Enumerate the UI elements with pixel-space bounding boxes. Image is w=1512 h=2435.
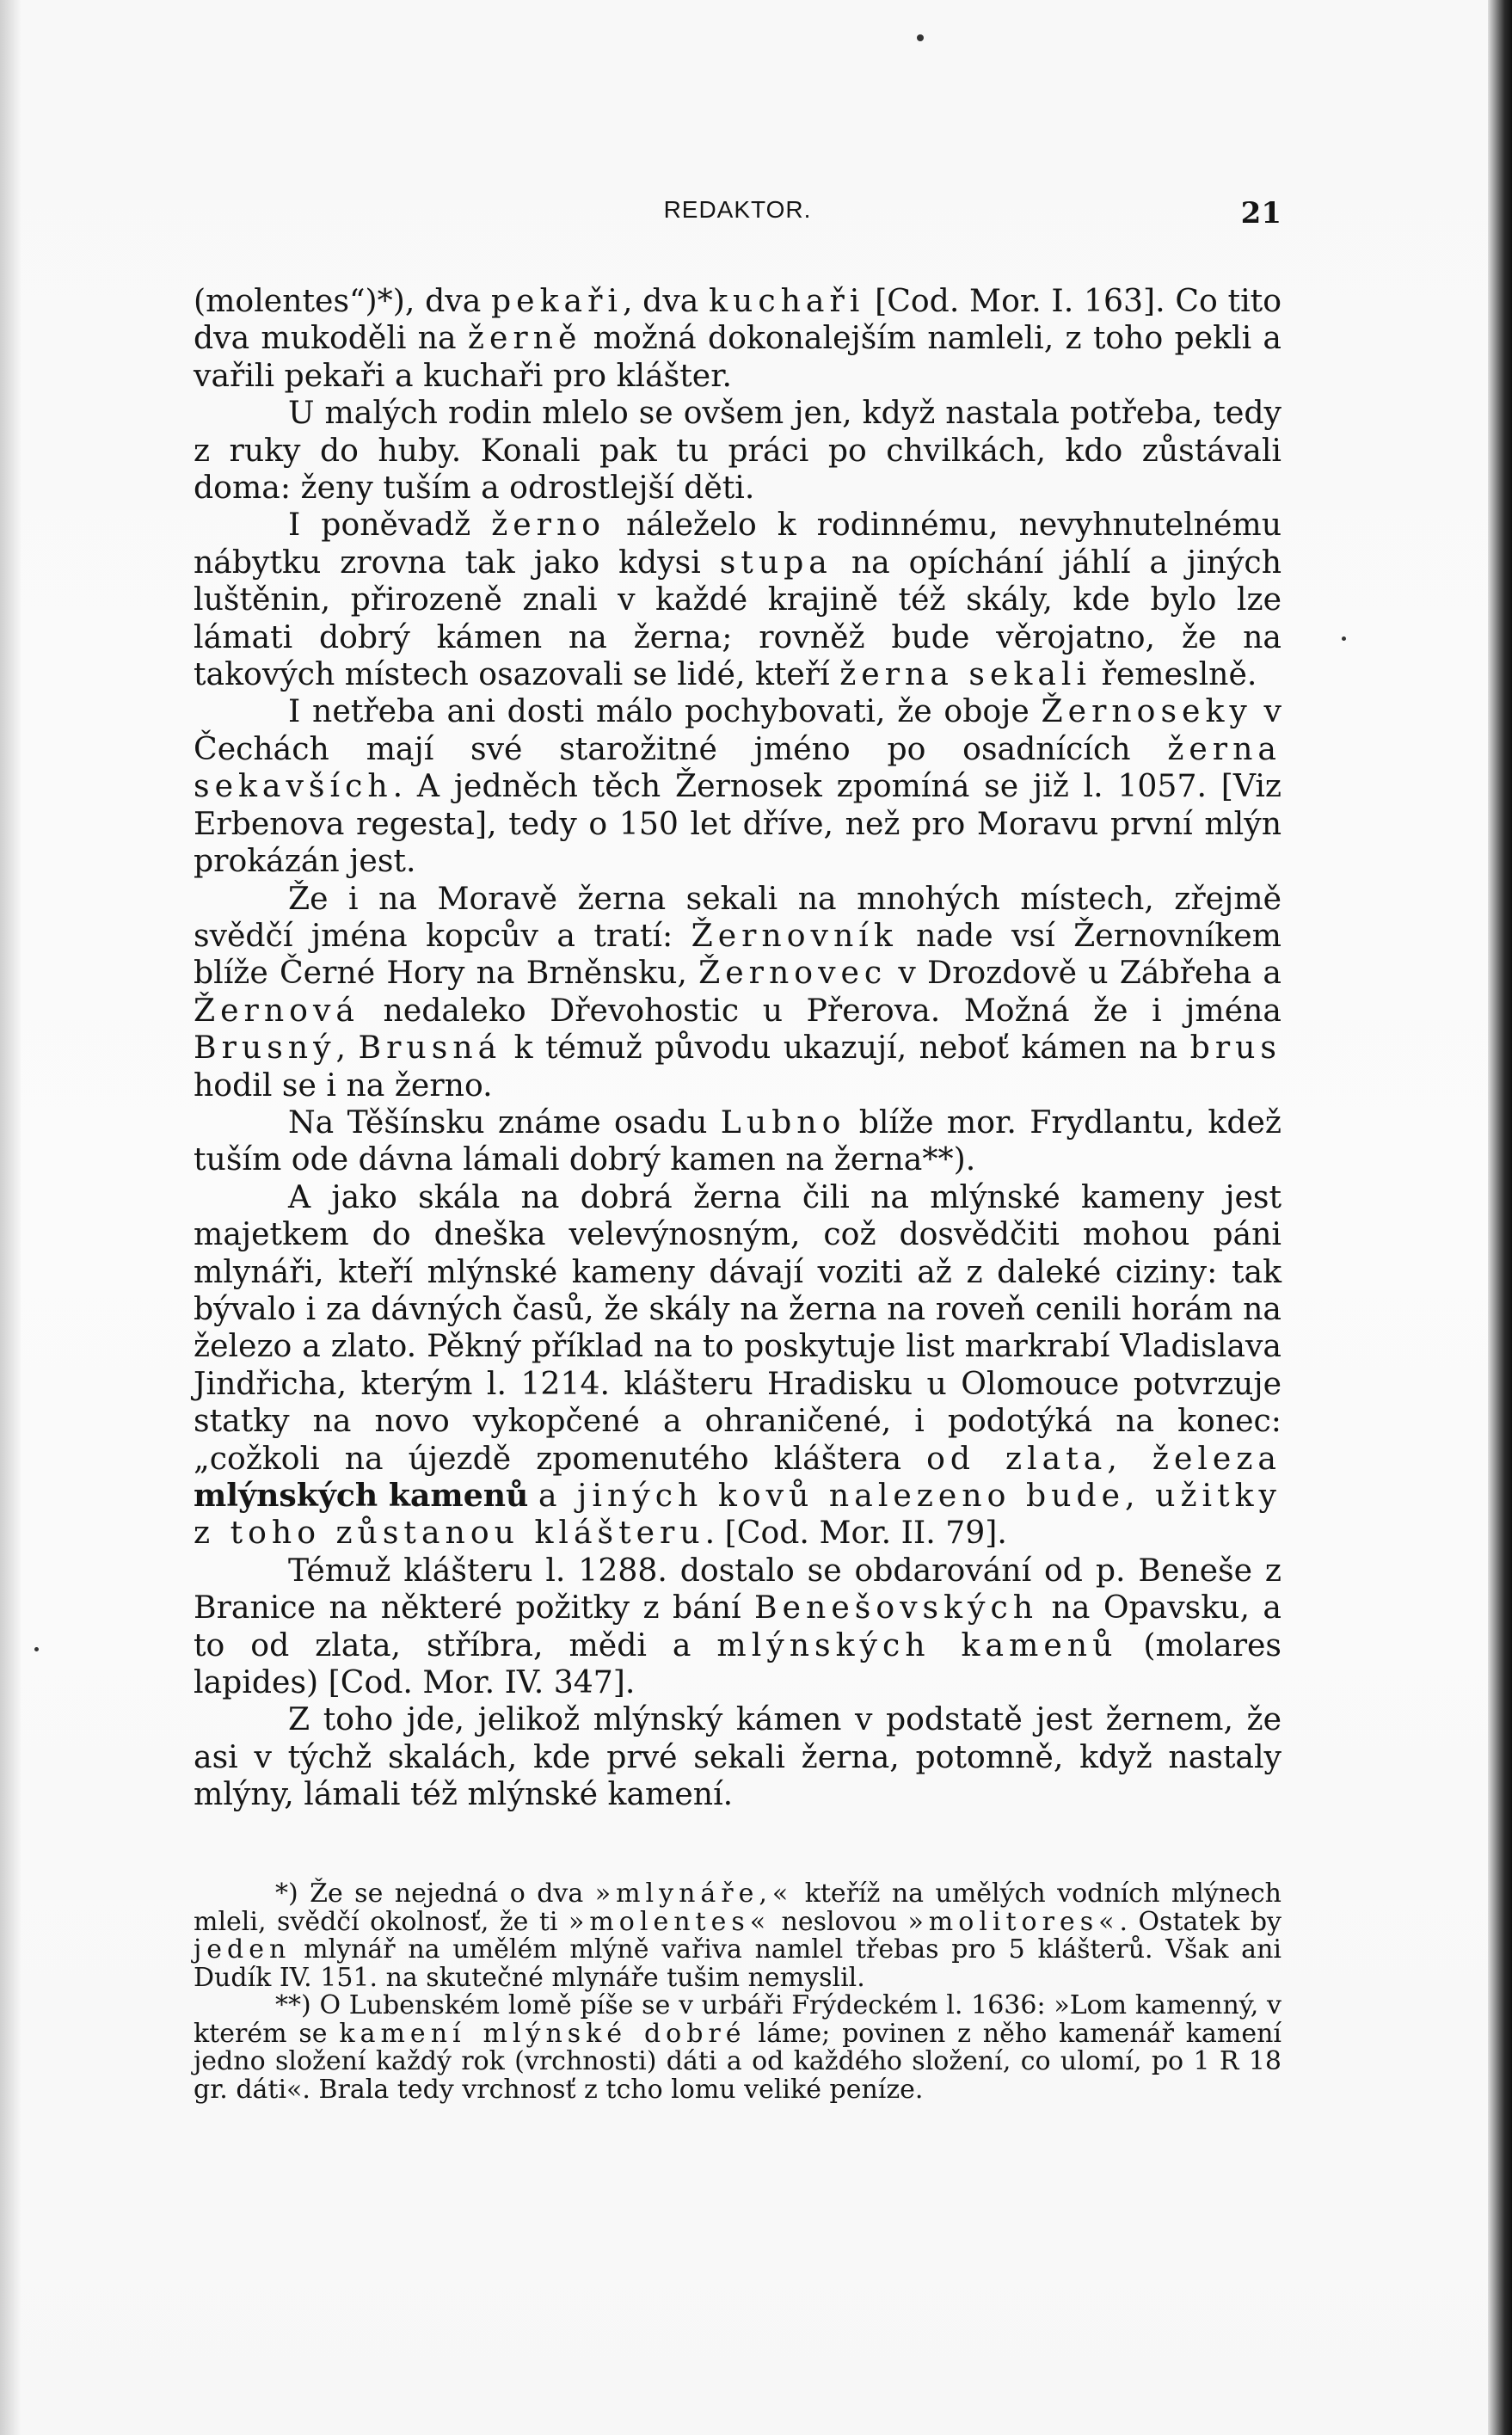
paragraph: Z toho jde, jelikož mlýnský kámen v podstatě jest žernem, že asi v týchž skalách, kde prvé sekali žerna, potomně, když nastaly mlýny, lámali též mlýnské kamení. [194, 1700, 1282, 1813]
ink-speck [1342, 636, 1346, 641]
paragraph: Témuž klášteru l. 1288. dostalo se obdarování od p. Beneše z Branice na některé požitky z bání Benešovských na Opavsku, a to od zlata, stříbra, mědi a mlýnských kamenů (molares lapides) [Cod. Mor. IV. 347]. [194, 1551, 1282, 1701]
running-head: REDAKTOR. [663, 196, 812, 223]
paragraph: A jako skála na dobrá žerna čili na mlýnské kameny jest majetkem do dneška velevýnosným, což dosvědčiti mohou páni mlynáři, kteří mlýnské kameny dávají voziti až z daleké ciziny: tak bývalo i za dávných časů, že skály na žerna na roveň cenili horám na železo a zlato. Pěkný příklad na to poskytuje list markrabí Vladislava Jindřicha, kterým l. 1214. klášteru Hradisku u Olomouce potvrzuje statky na novo vykopčené a ohraničené, i podotýká na konec: „cožkoli na újezdě zpomenutého kláštera od zlata, železa mlýnských kamenů a jiných kovů nalezeno bude, užitky z toho zůstanou klášteru. [Cod. Mor. II. 79]. [194, 1178, 1282, 1552]
page-number: 21 [1240, 196, 1282, 231]
paragraph: I netřeba ani dosti málo pochybovati, že oboje Žernoseky v Čechách mají své starožitné jméno po osadnících žerna sekavších. A jedněch těch Žernosek zpomíná se již l. 1057. [Viz Erbenova regesta], tedy o 150 let dříve, než pro Moravu první mlýn prokázán jest. [194, 692, 1282, 880]
paragraph: I poněvadž žerno náleželo k rodinnému, nevyhnutelnému nábytku zrovna tak jako kdysi stupa na opíchání jáhlí a jiných luštěnin, přirozeně znali v každé krajině též skály, kde bylo lze lámati dobrý kámen na žerna; rovněž bude věrojatno, že na takových místech osazovali se lidé, kteří žerna sekali řemeslně. [194, 506, 1282, 693]
paragraph: Že i na Moravě žerna sekali na mnohých místech, zřejmě svědčí jména kopcův a tratí: Žernovník nade vsí Žernovníkem blíže Černé Hory na Brněnsku, Žernovec v Drozdově u Zábřeha a Žernová nedaleko Dřevohostic u Přerova. Možná že i jména Brusný, Brusná k témuž původu ukazují, neboť kámen na brus hodil se i na žerno. [194, 879, 1282, 1104]
page-edge [0, 0, 21, 2435]
page-header [194, 196, 1282, 239]
book-spine-shadow [1488, 0, 1512, 2435]
main-text [194, 282, 1282, 1813]
paragraph: (molentes“)*), dva pekaři, dva kuchaři [Cod. Mor. I. 163]. Co tito dva mukoděli na žerně možná dokonalejším namleli, z toho pekli a vařili pekaři a kuchaři pro klášter. [194, 282, 1282, 394]
ink-speck [34, 1647, 39, 1651]
ink-speck [917, 34, 924, 41]
footnote: **) O Lubenském lomě píše se v urbáři Frýdeckém l. 1636: »Lom kamenný, v kterém se kamení mlýnské dobré láme; povinen z něho kamenář kamení jedno složení každý rok (vrchnosti) dáti a od každého složení, co ulomí, po 1 R 18 gr. dáti«. Brala tedy vrchnosť z tcho lomu veliké peníze. [194, 1990, 1282, 2105]
footnotes [194, 1880, 1282, 2104]
paragraph: U malých rodin mlelo se ovšem jen, když nastala potřeba, tedy z ruky do huby. Konali pak tu práci po chvilkách, kdo zůstávali doma: ženy tuším a odrostlejší děti. [194, 394, 1282, 507]
paragraph: Na Těšínsku známe osadu Lubno blíže mor. Frydlantu, kdež tuším ode dávna lámali dobrý kamen na žerna**). [194, 1103, 1282, 1178]
footnote: *) Že se nejedná o dva »mlynáře,« kteříž na umělých vodních mlýnech mleli, svědčí okolnosť, že ti »molentes« neslovou »molitores«. Ostatek by jeden mlynář na umělém mlýně vařiva namlel třebas pro 5 klášterů. Však ani Dudík IV. 151. na skutečné mlynáře tušim nemyslil. [194, 1879, 1282, 1993]
